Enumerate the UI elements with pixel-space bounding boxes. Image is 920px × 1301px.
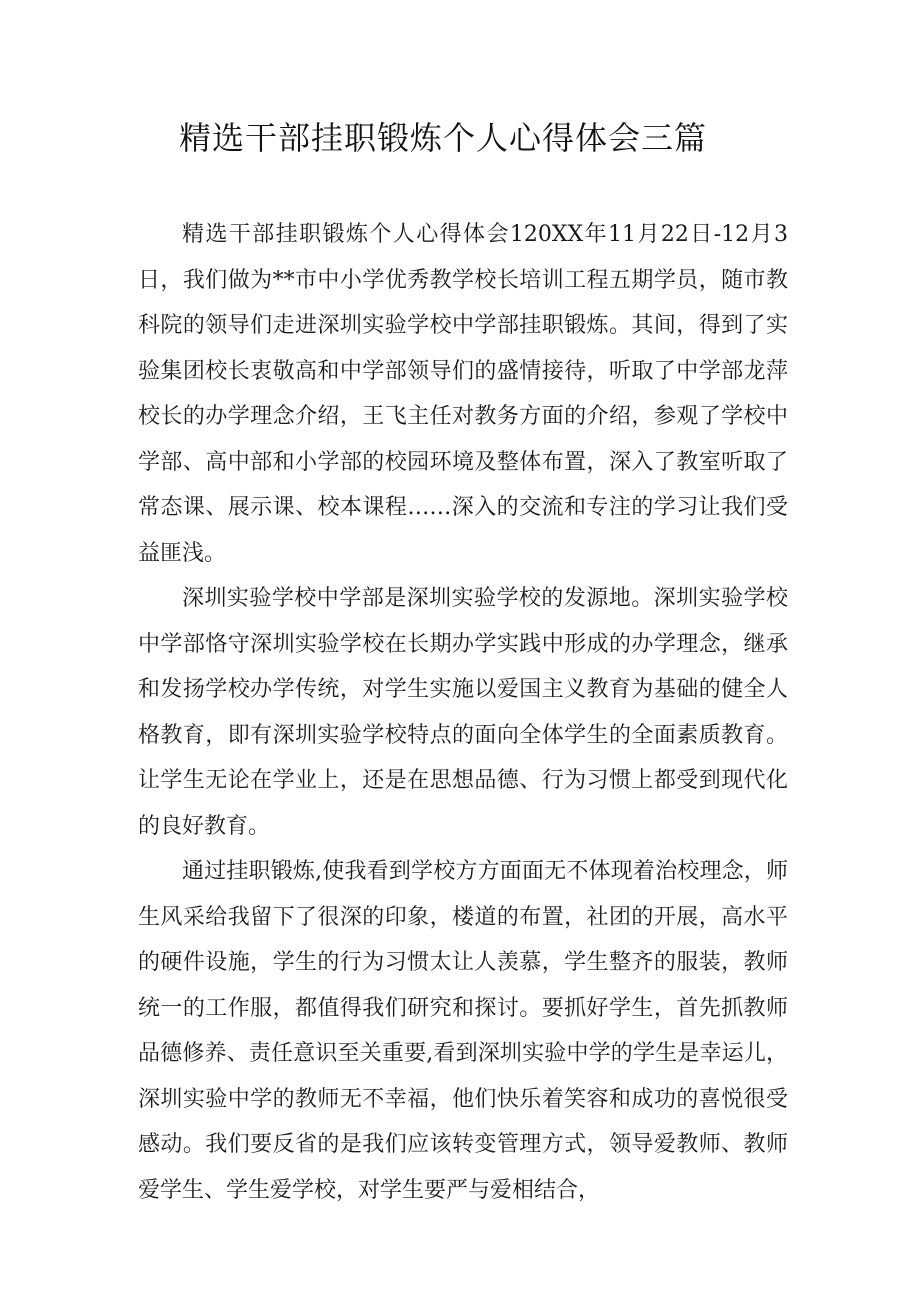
paragraph-1: 精选干部挂职锻炼个人心得体会120XX年11月22日-12月3日，我们做为**市中小学优秀教学校长培训工程五期学员，随市教科院的领导们走进深圳实验学校中学部挂职锻炼。其间，得到了实验集团校长衷敬高和中学部领导们的盛情接待，听取了中学部龙萍校长的办学理念介绍，王飞主任对教务方面的介绍，参观了学校中学部、高中部和小学部的校园环境及整体布置，深入了教室听取了常态课、展示课、校本课程……深入的交流和专注的学习让我们受益匪浅。 [138, 222, 788, 566]
paragraph-2: 深圳实验学校中学部是深圳实验学校的发源地。深圳实验学校中学部恪守深圳实验学校在长期办学实践中形成的办学理念，继承和发扬学校办学传统，对学生实施以爱国主义教育为基础的健全人格教育，即有深圳实验学校特点的面向全体学生的全面素质教育。让学生无论在学业上，还是在思想品德、行为习惯上都受到现代化的良好教育。 [138, 586, 788, 839]
document-body [138, 212, 788, 1213]
paragraph-3: 通过挂职锻炼,使我看到学校方方面面无不体现着治校理念，师生风采给我留下了很深的印象，楼道的布置，社团的开展，高水平的硬件设施，学生的行为习惯太让人羡慕，学生整齐的服装，教师统一的工作服，都值得我们研究和探讨。要抓好学生，首先抓教师品德修养、责任意识至关重要,看到深圳实验中学的学生是幸运儿，深圳实验中学的教师无不幸福，他们快乐着笑容和成功的喜悦很受感动。我们要反省的是我们应该转变管理方式，领导爱教师、教师爱学生、学生爱学校，对学生要严与爱相结合， [138, 859, 788, 1203]
document-title: 精选干部挂职锻炼个人心得体会三篇 [178, 119, 707, 157]
